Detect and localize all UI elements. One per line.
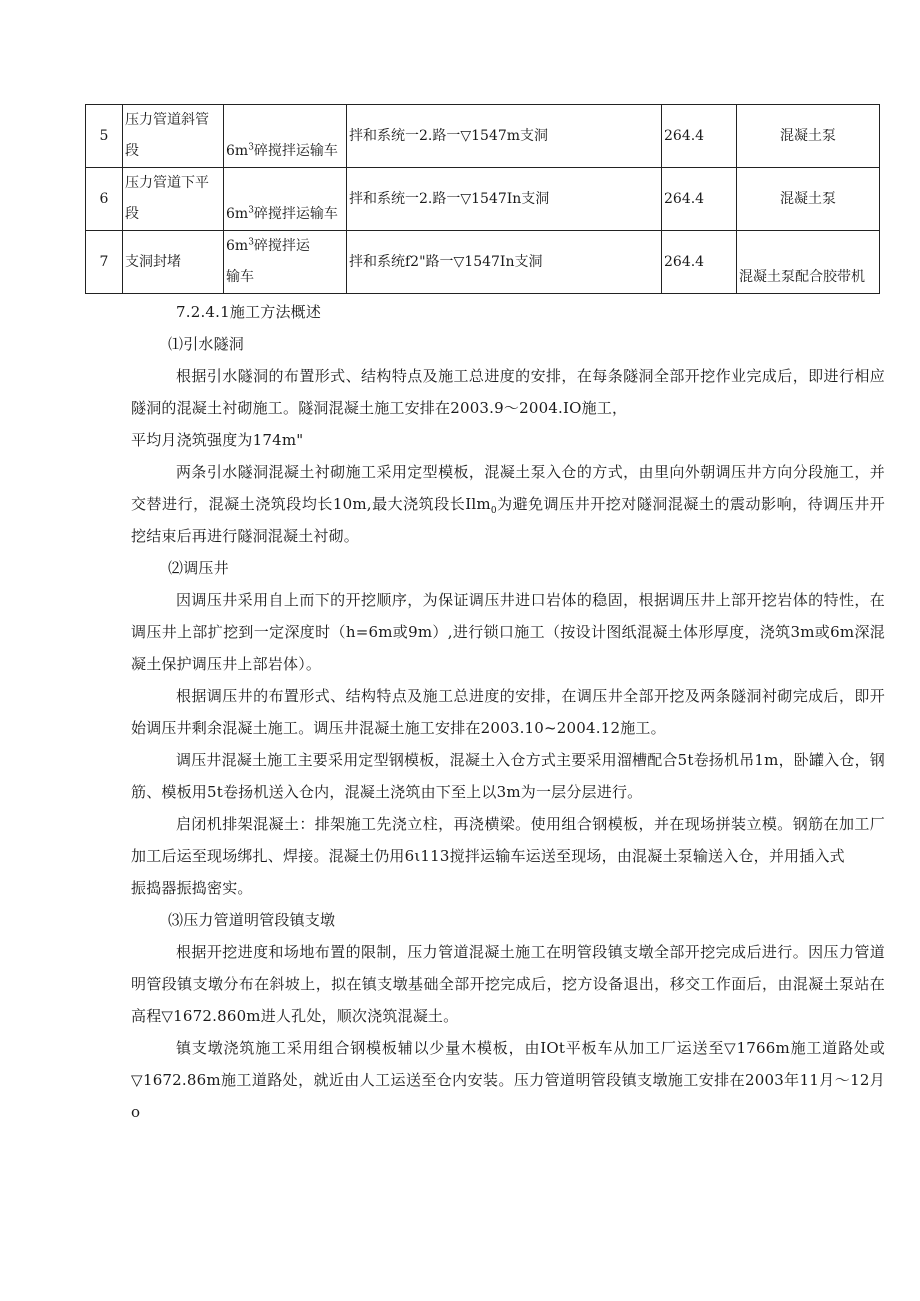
table-row bbox=[86, 105, 880, 168]
distance-cell: 264.4 bbox=[662, 105, 737, 168]
paragraph bbox=[131, 808, 885, 872]
paragraph: 根据开挖进度和场地布置的限制，压力管道混凝土施工在明管段镇支墩全部开挖完成后进行。因压力管道明管段镇支墩分布在斜坡上，拟在镇支墩基础全部开挖完成后，挖方设备退出，移交工作面后，由混凝土泵站在高程▽1672.860m进人孔处，顺次浇筑混凝土。 bbox=[131, 943, 885, 1025]
method-cell: 混凝土泵 bbox=[737, 105, 880, 168]
body-text bbox=[131, 296, 885, 1128]
paragraph-text: 平均月浇筑强度为174m" bbox=[131, 431, 304, 449]
vehicle-qty: 6m bbox=[226, 206, 249, 222]
subsection-title: ⑵调压井 bbox=[168, 559, 229, 577]
route-cell: 拌和系统f2"路一▽1547In支洞 bbox=[347, 231, 662, 294]
vehicle-qty: 6m bbox=[226, 143, 249, 159]
route-cell: 拌和系统一2.路一▽1547m支洞 bbox=[347, 105, 662, 168]
subscript: 0 bbox=[490, 506, 497, 516]
part-cell bbox=[123, 105, 224, 168]
part-line-1: 压力管道下平 bbox=[125, 175, 209, 191]
paragraph: 调压井混凝土施工主要采用定型钢模板，混凝土入仓方式主要采用溜槽配合5t卷扬机吊1m，卧罐入仓，钢筋、模板用5t卷扬机送入仓内，混凝土浇筑由下至上以3m为一层分层进行。 bbox=[131, 751, 885, 801]
paragraph: 根据调压井的布置形式、结构特点及施工总进度的安排，在调压井全部开挖及两条隧洞衬砌完成后，即开始调压井剩余混凝土施工。调压井混凝土施工安排在2003.10~2004.12施工。 bbox=[131, 687, 885, 737]
paragraph bbox=[131, 360, 885, 456]
vehicle-type: 碎搅拌运输车 bbox=[253, 143, 338, 159]
subsection-title: ⑶压力管道明管段镇支墩 bbox=[168, 911, 336, 929]
part-cell bbox=[123, 168, 224, 231]
distance-cell: 264.4 bbox=[662, 231, 737, 294]
transport-table bbox=[85, 104, 880, 294]
section-title: 7.2.4.1施工方法概述 bbox=[176, 303, 322, 321]
paragraph: 镇支墩浇筑施工采用组合钢模板辅以少量木模板，由IOt平板车从加工厂运送至▽1766m施工道路处或▽1672.86m施工道路处，就近由人工运送至仓内安装。压力管道明管段镇支墩施工安排在2003年11月～12月o bbox=[131, 1039, 885, 1121]
part-cell: 支洞封堵 bbox=[123, 231, 224, 294]
vehicle-unit-sup: 3 bbox=[248, 142, 254, 153]
paragraph-continuation: 振捣器振捣密实。 bbox=[131, 879, 253, 897]
vehicle-cell bbox=[224, 168, 347, 231]
table-row bbox=[86, 168, 880, 231]
part-line-2: 段 bbox=[125, 206, 139, 222]
paragraph bbox=[131, 456, 885, 552]
method-cell: 混凝土泵 bbox=[737, 168, 880, 231]
paragraph-text: 根据引水隧洞的布置形式、结构特点及施工总进度的安排，在每条隧洞全部开挖作业完成后，即进行相应隧洞的混凝土衬砌施工。隧洞混凝土施工安排在2003.9～2004.IO施工， bbox=[131, 367, 885, 417]
method-cell: 混凝土泵配合胶带机 bbox=[737, 231, 880, 294]
paragraph-text: 为避免调压井开挖对隧洞混凝土的震动影响，待调压井开挖结束后再进行隧洞混凝土衬砌。 bbox=[131, 495, 885, 545]
vehicle-unit-sup: 3 bbox=[248, 237, 254, 248]
distance-cell: 264.4 bbox=[662, 168, 737, 231]
row-number: 5 bbox=[86, 105, 123, 168]
vehicle-type: 碎搅拌运输车 bbox=[253, 206, 338, 222]
vehicle-type: 碎搅拌运 bbox=[253, 238, 310, 254]
vehicle-cell bbox=[224, 105, 347, 168]
vehicle-unit-sup: 3 bbox=[248, 205, 254, 216]
subsection-title: ⑴引水隧洞 bbox=[168, 335, 245, 353]
table-row bbox=[86, 231, 880, 294]
paragraph: 因调压井采用自上而下的开挖顺序，为保证调压井进口岩体的稳固，根据调压井上部开挖岩体的特性，在调压井上部扩挖到一定深度时（h=6m或9m）,进行锁口施工（按设计图纸混凝土体形厚度，浇筑3m或6m深混凝土保护调压井上部岩体）。 bbox=[131, 591, 885, 673]
paragraph-text: 启闭机排架混凝土：排架施工先浇立柱，再浇横梁。使用组合钢模板，并在现场拼装立模。钢筋在加工厂加工后运至现场绑扎、焊接。混凝土仍用6ι113搅拌运输车运送至现场，由混凝土泵输送入仓，并用插入式 bbox=[131, 815, 885, 865]
part-line-2: 段 bbox=[125, 143, 139, 159]
vehicle-qty: 6m bbox=[226, 238, 249, 254]
row-number: 6 bbox=[86, 168, 123, 231]
row-number: 7 bbox=[86, 231, 123, 294]
vehicle-cell bbox=[224, 231, 347, 294]
route-cell: 拌和系统一2.路一▽1547In支洞 bbox=[347, 168, 662, 231]
part-line-1: 压力管道斜管 bbox=[125, 112, 209, 128]
vehicle-type-cont: 输车 bbox=[226, 269, 254, 285]
paragraph-text: 两条引水隧洞混凝土衬砌施工采用定型模板，混凝土泵入仓的方式，由里向外朝调压井方向分段施工，并交替进行，混凝土浇筑段均长10m,最大浇筑段长Ilm bbox=[131, 463, 885, 513]
